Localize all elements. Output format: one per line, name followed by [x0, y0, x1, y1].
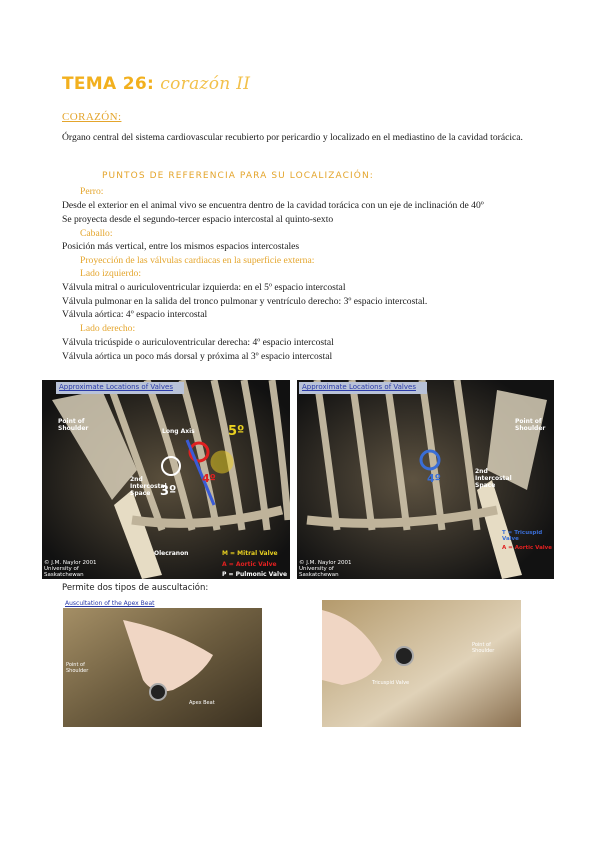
tricuspid-photo-label: Tricuspid Valve [372, 680, 410, 686]
right-side-label: Lado derecho: [80, 323, 136, 334]
dog-line-2: Se proyecta desde el segundo-tercer espacio intercostal al quinto-sexto [62, 214, 334, 225]
horse-label: Caballo: [80, 228, 113, 239]
tricuspid-photo [322, 600, 521, 727]
figure-right-copyright: © J.M. Naylor 2001 University of Saskatchewan [299, 560, 352, 578]
figure-left-num-3: 3º [160, 484, 177, 499]
apex-photo-title: Auscultation of the Apex Beat [65, 600, 155, 607]
projection-heading: Proyección de las válvulas cardiacas en la superficie externa: [80, 255, 315, 266]
figure-left-second-space: 2nd Intercostal Space [130, 476, 167, 497]
figure-left-olecranon: Olecranon [154, 550, 189, 557]
figure-left-long-axis: Long Axis [162, 428, 195, 435]
legend-tricuspid: T = Tricuspid Valve [502, 530, 543, 542]
page-title [62, 74, 250, 94]
apex-photo-shoulder: Point of Shoulder [66, 662, 89, 674]
title-topic: corazón II [160, 74, 251, 94]
figure-left-num-4: 4º [202, 472, 216, 485]
right-side-line-2: Válvula aórtica un poco más dorsal y próxima al 3º espacio intercostal [62, 351, 333, 362]
figure-left-title: Approximate Locations of Valves [59, 383, 173, 391]
dog-line-1: Desde el exterior en el animal vivo se encuentra dentro de la cavidad torácica con un eje de inclinación de 40º [62, 200, 484, 211]
tricuspid-photo-shoulder: Point of Shoulder [472, 642, 495, 654]
reference-subheading: PUNTOS DE REFERENCIA PARA SU LOCALIZACIÓN: [102, 171, 374, 181]
right-side-line-1: Válvula tricúspide o auriculoventricular derecha: 4º espacio intercostal [62, 337, 334, 348]
legend-mitral: M = Mitral Valve [222, 550, 278, 557]
figure-left-shoulder: Point of Shoulder [58, 418, 89, 432]
legend-aortic: A = Aortic Valve [222, 561, 277, 568]
left-side-line-3: Válvula aórtica: 4º espacio intercostal [62, 309, 208, 320]
apex-photo-apex-beat: Apex Beat [189, 700, 215, 706]
figure-left-num-5: 5º [228, 424, 245, 439]
left-side-line-1: Válvula mitral o auriculoventricular izquierda: en el 5º espacio intercostal [62, 282, 346, 293]
left-side-line-2: Válvula pulmonar en la salida del tronco pulmonar y ventrículo derecho: 3º espacio intercostal. [62, 296, 428, 307]
title-number: TEMA 26: [62, 74, 155, 94]
valve-figure-left [42, 380, 290, 579]
apex-beat-photo [63, 600, 262, 727]
figure-right-num-4: 4º [427, 472, 441, 485]
figure-left-copyright: © J.M. Naylor 2001 University of Saskatchewan [44, 560, 97, 578]
dog-label: Perro: [80, 186, 104, 197]
auscultation-caption: Permite dos tipos de auscultación: [62, 583, 209, 593]
figure-right-second-space: 2nd Intercostal Space [475, 468, 512, 489]
legend-aortic-right: A = Aortic Valve [502, 545, 552, 551]
left-side-label: Lado izquierdo: [80, 268, 142, 279]
intro-paragraph: Órgano central del sistema cardiovascular recubierto por pericardio y localizado en el mediastino de la cavidad torácica. [62, 132, 523, 143]
horse-line: Posición más vertical, entre los mismos espacios intercostales [62, 241, 300, 252]
legend-pulmonic: P = Pulmonic Valve [222, 571, 288, 578]
figure-right-title: Approximate Locations of Valves [302, 383, 416, 391]
valve-figure-right [297, 380, 554, 579]
dog-chest-photo-right [322, 600, 521, 727]
figure-right-shoulder: Point of Shoulder [515, 418, 546, 432]
section-heading: CORAZÓN: [62, 111, 122, 123]
